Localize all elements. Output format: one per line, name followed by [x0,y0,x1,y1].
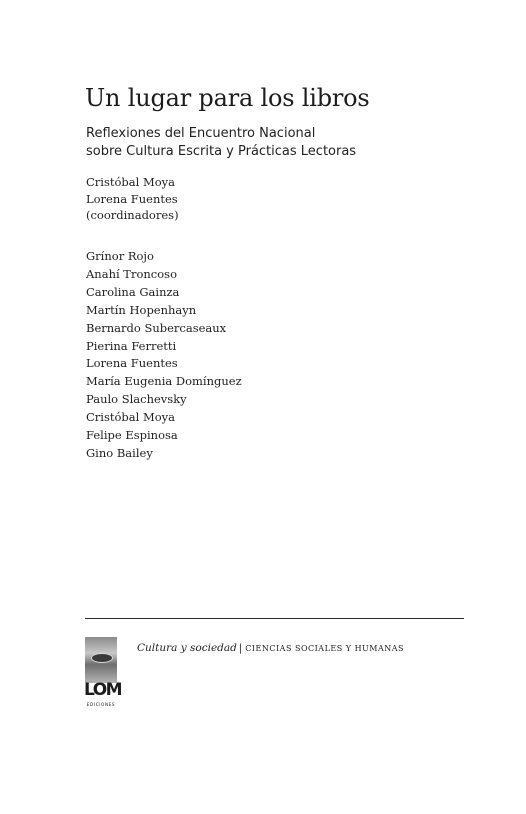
author-name: María Eugenia Domínguez [86,374,242,389]
book-subtitle [86,125,356,161]
lom-ediciones-logo [84,637,122,717]
series-area: CIENCIAS SOCIALES Y HUMANAS [245,644,405,653]
author-name: Grínor Rojo [86,249,154,263]
author-name: Carolina Gainza [86,284,180,299]
author-name: Martín Hopenhayn [86,302,197,317]
series-line [137,641,404,656]
author-name: Paulo Slachevsky [86,392,187,407]
coordinators-role: (coordinadores) [86,208,179,222]
collection-name: Cultura y sociedad [137,642,237,654]
logo-photo [85,637,117,683]
coordinator-name: Cristóbal Moya [86,175,176,189]
authors-list [86,248,242,463]
author-name: Anahí Troncoso [86,266,177,281]
author-name: Pierina Ferretti [86,338,177,353]
subtitle-line: sobre Cultura Escrita y Prácticas Lectoras [86,144,357,159]
eye-icon [91,653,113,663]
author-name: Bernardo Subercaseaux [86,320,227,335]
coordinators-block [86,174,179,224]
subtitle-line: Reflexiones del Encuentro Nacional [86,126,316,141]
author-name: Cristóbal Moya [86,410,176,425]
book-title: Un lugar para los libros [85,84,370,112]
logo-mark: LOM [84,680,122,700]
series-separator: | [238,643,243,654]
coordinator-name: Lorena Fuentes [86,191,178,206]
footer-divider [85,618,464,619]
author-name: Lorena Fuentes [86,356,178,371]
author-name: Felipe Espinosa [86,428,178,443]
author-name: Gino Bailey [86,445,153,460]
logo-subtitle: EDICIONES [86,702,116,707]
